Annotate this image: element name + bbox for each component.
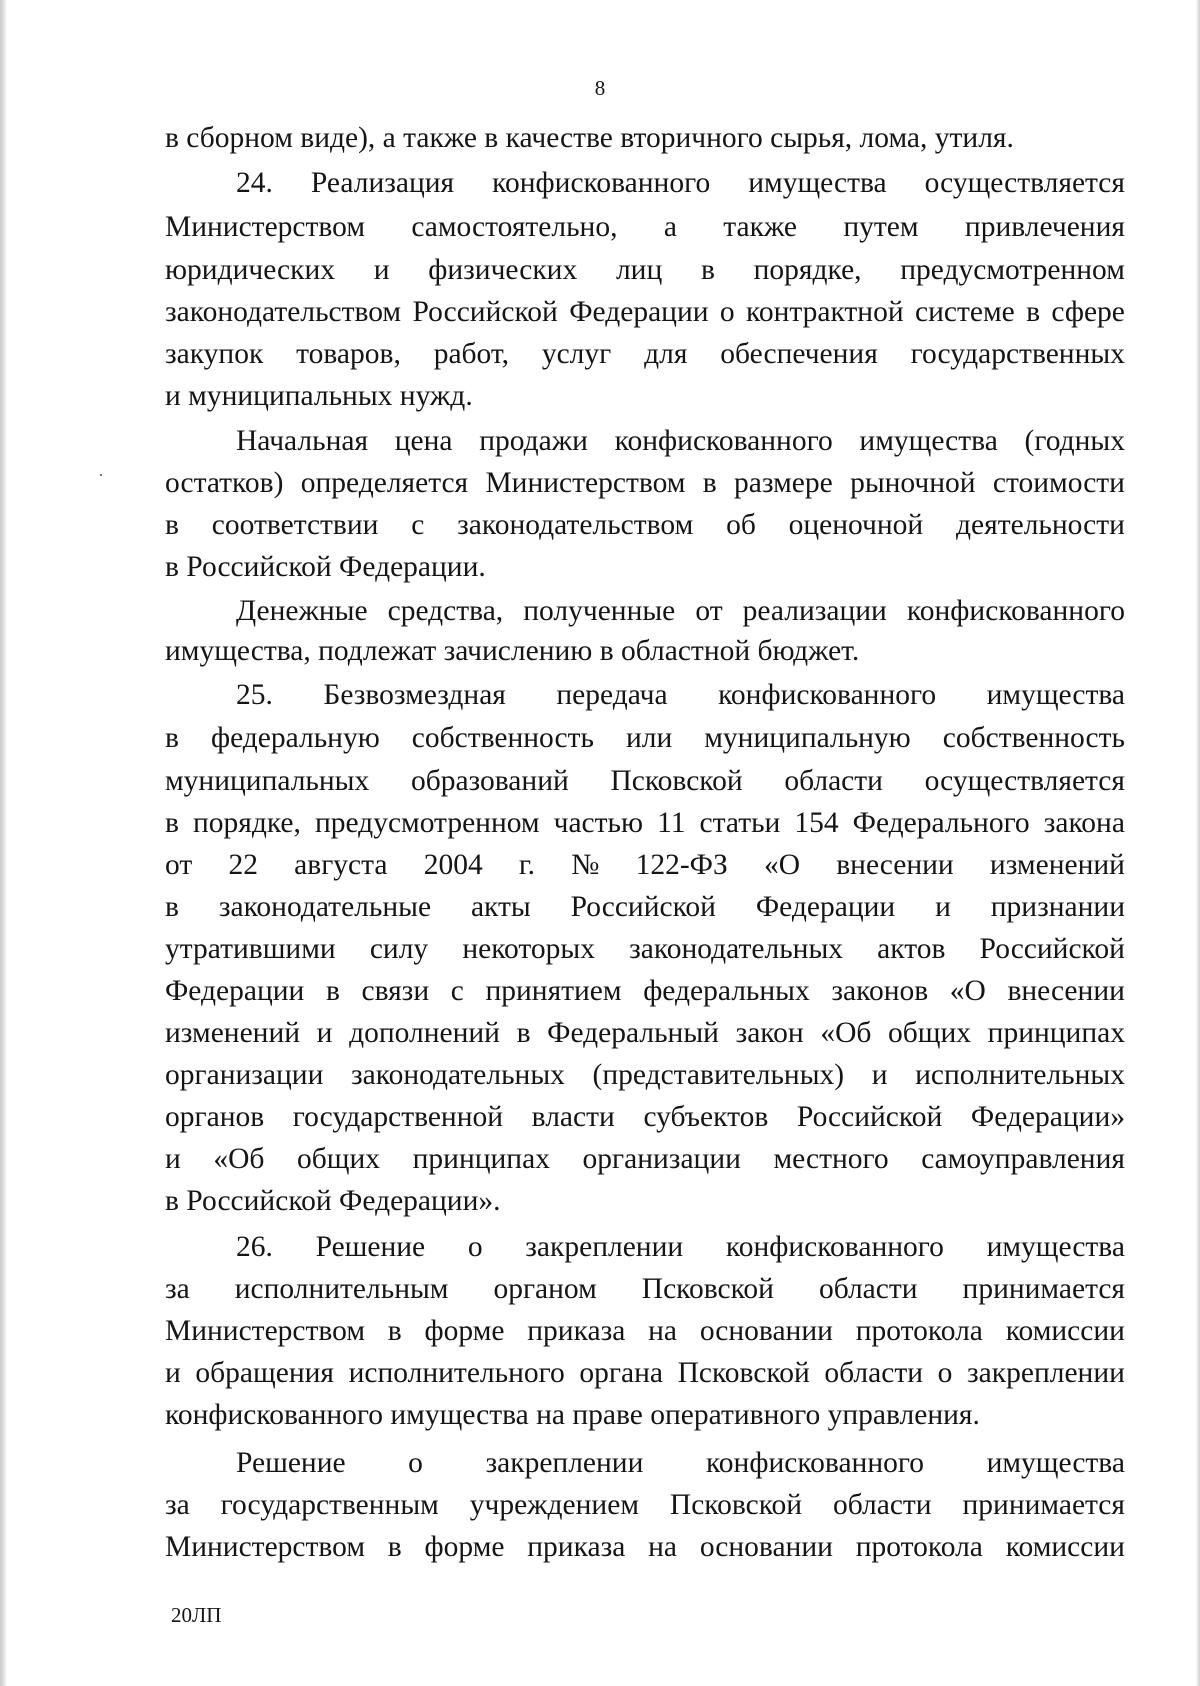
word: о (408, 1447, 423, 1479)
word: Министерством (165, 1315, 365, 1347)
word: в (387, 1315, 402, 1347)
word: статьи (699, 807, 781, 839)
word: исполнительного (348, 1357, 565, 1389)
word: организации (582, 1143, 741, 1175)
word: власти (531, 1101, 615, 1133)
word: в (165, 722, 179, 754)
word: Федеральный (547, 1017, 719, 1049)
word: Федерации» (970, 1101, 1125, 1133)
word: Федерации (569, 296, 709, 328)
word: Федерального (852, 807, 1030, 839)
word: «О (949, 975, 986, 1007)
word: комиссии (1005, 1531, 1125, 1563)
word: в (165, 891, 179, 923)
word: области (784, 765, 883, 797)
word: конфискованного (492, 167, 711, 199)
word: законодательные (218, 891, 432, 923)
word: 122-ФЗ (635, 849, 728, 881)
word: работ, (433, 338, 509, 370)
word: собственность (411, 722, 594, 754)
word: услуг (541, 338, 612, 370)
word: закона (1043, 807, 1125, 839)
text-line (165, 929, 1125, 969)
word: или (625, 722, 673, 754)
word: об (726, 509, 756, 541)
word: законодательных (629, 933, 844, 965)
word: муниципальных (165, 765, 370, 797)
word: муниципальную (704, 722, 911, 754)
word: Министерством (485, 467, 686, 499)
text-line: конфискованного имущества на праве оперативного управления. (165, 1399, 980, 1431)
word: Безвозмездная (323, 679, 506, 711)
word: конфискованного (705, 1447, 924, 1479)
word: контрактной (746, 296, 904, 328)
word: Российской (570, 891, 716, 923)
text-line (165, 803, 1125, 843)
word: остатков) (165, 467, 284, 499)
text-line (236, 421, 1125, 461)
word: от (695, 595, 723, 627)
word: субъектов (643, 1101, 769, 1133)
word: Псковской (641, 1273, 774, 1305)
text-line (165, 1527, 1125, 1567)
word: юридических (165, 254, 335, 286)
word: 26. (236, 1231, 273, 1263)
word: федеральных (643, 975, 810, 1007)
page-number: 8 (594, 76, 606, 100)
word: дополнений (349, 1017, 500, 1049)
word: актов (877, 933, 946, 965)
word: некоторых (462, 933, 595, 965)
word: (представительных) (592, 1059, 845, 1091)
word: конфискованного (614, 425, 833, 457)
word: Денежные (236, 595, 368, 627)
word: «Об (213, 1143, 265, 1175)
word: передача (556, 679, 668, 711)
word: в (325, 975, 340, 1007)
word: принципах (987, 1017, 1125, 1049)
word: государственной (292, 1101, 504, 1133)
word: на (648, 1315, 678, 1347)
text-line (165, 1013, 1125, 1053)
word: органом (493, 1273, 597, 1305)
word: г. (518, 849, 536, 881)
word: о (719, 296, 735, 328)
word: акты (470, 891, 531, 923)
word: и (373, 254, 390, 286)
text-line (165, 1485, 1125, 1525)
word: и (165, 1143, 181, 1175)
word: рыночной (850, 467, 976, 499)
word: о (937, 1357, 953, 1389)
word: Федерации (165, 975, 305, 1007)
word: для (644, 338, 688, 370)
word: осуществляется (924, 765, 1125, 797)
word: области (824, 1357, 924, 1389)
word: с (411, 509, 425, 541)
word: области (818, 1273, 918, 1305)
text-line (165, 463, 1125, 503)
word: системе (915, 296, 1015, 328)
word: от (165, 849, 193, 881)
word: приказа (527, 1531, 626, 1563)
word: утратившими (165, 933, 336, 965)
word: 24. (236, 167, 273, 199)
word: путем (843, 211, 919, 243)
word: имущества (859, 425, 998, 457)
word: в (700, 254, 715, 286)
word: физических (428, 254, 578, 286)
word: также (723, 211, 798, 243)
word: в (702, 467, 717, 499)
word: протокола (855, 1531, 983, 1563)
text-line (236, 675, 1125, 715)
word: лиц (615, 254, 663, 286)
word: 22 (228, 849, 258, 881)
text-line (165, 292, 1125, 332)
word: основании (699, 1315, 833, 1347)
word: в (1026, 296, 1041, 328)
word: учреждением (469, 1489, 639, 1521)
word: принципах (412, 1143, 550, 1175)
word: предусмотренном (314, 807, 540, 839)
word: за (165, 1489, 190, 1521)
word: соответствии (211, 509, 379, 541)
text-line (165, 718, 1125, 758)
word: государственным (220, 1489, 439, 1521)
text-line (165, 1097, 1125, 1137)
word: органов (165, 1101, 265, 1133)
word: размере (734, 467, 833, 499)
word: самостоятельно, (411, 211, 618, 243)
word: «Об (820, 1017, 872, 1049)
word: самоуправления (921, 1143, 1125, 1175)
text-line: в сборном виде), а также в качестве вторичного сырья, лома, утиля. (165, 122, 1014, 154)
word: о (467, 1231, 483, 1263)
word: принимается (962, 1273, 1125, 1305)
text-line (236, 1227, 1125, 1267)
word: в (165, 807, 179, 839)
word: стоимости (992, 467, 1125, 499)
word: 25. (236, 679, 273, 711)
word: имущества (748, 167, 887, 199)
word: 2004 (423, 849, 483, 881)
word: товаров, (296, 338, 401, 370)
word: внесении (1007, 975, 1125, 1007)
word: Псковской (677, 1357, 810, 1389)
text-line (165, 1269, 1125, 1309)
word: а (663, 211, 677, 243)
word: и (165, 1357, 181, 1389)
word: силу (369, 933, 429, 965)
word: Российской (979, 933, 1125, 965)
word: Российской (796, 1101, 943, 1133)
word: осуществляется (924, 167, 1125, 199)
text-line (165, 971, 1125, 1011)
word: Псковской (610, 765, 743, 797)
word: принимается (962, 1489, 1125, 1521)
word: Министерством (165, 1531, 365, 1563)
word: принятием (485, 975, 622, 1007)
word: в (165, 509, 179, 541)
word: законов (831, 975, 929, 1007)
word: «О (763, 849, 801, 881)
text-line (165, 334, 1125, 374)
word: местного (773, 1143, 889, 1175)
word: определяется (300, 467, 469, 499)
text-line (165, 761, 1125, 801)
word: форме (424, 1315, 505, 1347)
text-line: в Российской Федерации. (165, 551, 486, 583)
word: конфискованного (718, 679, 937, 711)
word: изменений (989, 849, 1125, 881)
word: оценочной (788, 509, 924, 541)
word: протокола (855, 1315, 983, 1347)
document-footer-code: 20ЛП (171, 1603, 222, 1627)
word: порядке, (753, 254, 862, 286)
text-line (165, 250, 1125, 290)
word: и (935, 891, 951, 923)
word: частью (553, 807, 644, 839)
text-line (165, 887, 1125, 927)
word: Министерством (165, 211, 365, 243)
word: сфере (1051, 296, 1125, 328)
word: законодательных (351, 1059, 565, 1091)
word: обращения (195, 1357, 334, 1389)
word: общих (888, 1017, 972, 1049)
word: комиссии (1005, 1315, 1125, 1347)
word: с (450, 975, 464, 1007)
word: конфискованного (725, 1231, 944, 1263)
word: образований (410, 765, 569, 797)
word: внесении (836, 849, 954, 881)
text-line (165, 1353, 1125, 1393)
word: 11 (657, 807, 686, 839)
word: средства, (387, 595, 504, 627)
word: приказа (527, 1315, 626, 1347)
word: органа (579, 1357, 663, 1389)
word: законодательством (457, 509, 694, 541)
text-line (165, 1055, 1125, 1095)
text-line: имущества, подлежат зачислению в областной бюджет. (165, 635, 860, 667)
word: изменений (165, 1017, 301, 1049)
text-line (165, 505, 1125, 545)
word: государственных (910, 338, 1125, 370)
word: и (316, 1017, 333, 1049)
word: законодательством (165, 296, 402, 328)
word: привлечения (964, 211, 1125, 243)
word: исполнительным (234, 1273, 449, 1305)
word: форме (424, 1531, 505, 1563)
word: федеральную (210, 722, 380, 754)
word: связи (361, 975, 430, 1007)
text-line (165, 1311, 1125, 1351)
word: за (165, 1273, 190, 1305)
word: на (648, 1531, 678, 1563)
text-line (236, 591, 1125, 631)
text-line (165, 207, 1125, 247)
word: закреплении (967, 1357, 1125, 1389)
word: признании (990, 891, 1125, 923)
word: исполнительных (915, 1059, 1125, 1091)
word: области (832, 1489, 932, 1521)
word: Начальная (236, 425, 369, 457)
text-line (165, 1139, 1125, 1179)
text-line: в Российской Федерации». (165, 1185, 501, 1217)
word: основании (699, 1531, 833, 1563)
word: имущества (986, 679, 1125, 711)
text-line (236, 1443, 1125, 1483)
word: имущества (986, 1231, 1125, 1263)
word: деятельности (956, 509, 1125, 541)
word: цена (394, 425, 453, 457)
text-line: и муниципальных нужд. (165, 380, 473, 412)
word: Федерации (755, 891, 896, 923)
word: закреплении (485, 1447, 644, 1479)
word: и (871, 1059, 888, 1091)
word: Российской (412, 296, 558, 328)
word: закон (735, 1017, 804, 1049)
word: закреплении (525, 1231, 684, 1263)
word: Решение (315, 1231, 426, 1263)
word: обеспечения (720, 338, 878, 370)
word: конфискованного (906, 595, 1125, 627)
word: Решение (236, 1447, 346, 1479)
text-line (236, 163, 1125, 203)
word: порядке, (192, 807, 301, 839)
word: полученные (523, 595, 676, 627)
word: реализации (742, 595, 887, 627)
word: в (387, 1531, 402, 1563)
text-line (165, 845, 1125, 885)
word: № (571, 849, 600, 881)
word: в (516, 1017, 531, 1049)
word: предусмотренном (900, 254, 1125, 286)
word: Псковской (669, 1489, 803, 1521)
word: продажи (479, 425, 588, 457)
word: закупок (165, 338, 264, 370)
word: Реализация (310, 167, 455, 199)
word: августа (294, 849, 388, 881)
word: собственность (942, 722, 1125, 754)
word: организации (165, 1059, 324, 1091)
word: 154 (794, 807, 839, 839)
word: имущества (986, 1447, 1125, 1479)
word: (годных (1024, 425, 1125, 457)
word: общих (297, 1143, 381, 1175)
